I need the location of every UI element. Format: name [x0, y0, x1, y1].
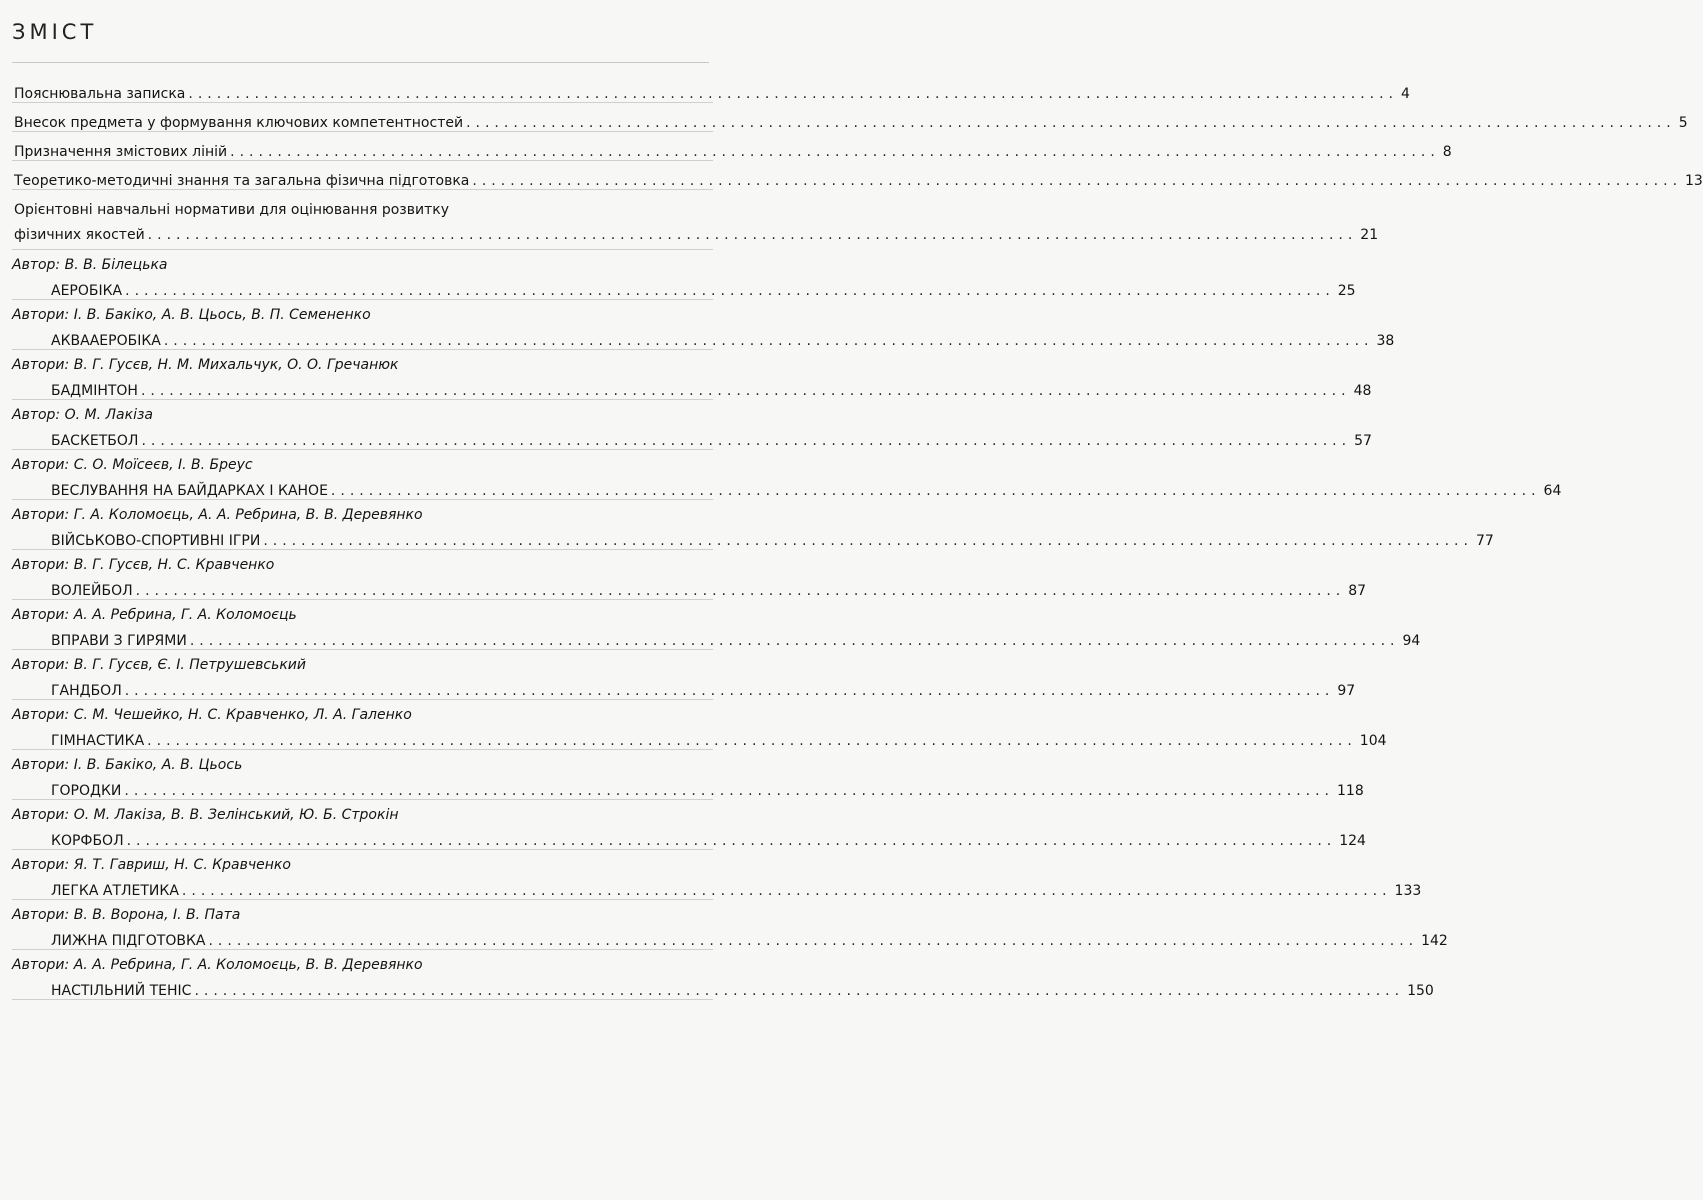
dot-leader: ................................................................................................................................: [208, 933, 1419, 949]
author-names: І. В. Бакіко, А. В. Цьось: [73, 757, 243, 773]
author-line: [0, 950, 725, 973]
author-names: О. М. Лакіза, В. В. Зелінський, Ю. Б. Строкін: [73, 807, 399, 823]
author-label: Автори:: [12, 357, 70, 373]
author-names: Г. А. Коломоєць, А. А. Ребрина, В. В. Деревянко: [73, 507, 423, 523]
section-title-line: [0, 323, 1395, 349]
section-title-line: [0, 723, 1387, 749]
section-title: ВЕСЛУВАННЯ НА БАЙДАРКАХ І КАНОЕ: [51, 483, 328, 499]
author-label: Автори:: [12, 757, 70, 773]
dot-leader: ................................................................................................................................: [141, 433, 1352, 449]
section-title-line: [0, 573, 1367, 599]
toc-page-number: 94: [1402, 633, 1421, 649]
toc-page-number: 104: [1359, 733, 1387, 749]
toc-entry-title: Внесок предмета у формування ключових компетентностей: [14, 115, 464, 131]
toc-page-number: 5: [1678, 115, 1688, 131]
section-title-line: [0, 773, 1364, 799]
toc-page-number: 64: [1543, 483, 1562, 499]
author-label: Автори:: [12, 907, 70, 923]
toc-page-number: 133: [1394, 883, 1422, 899]
toc-entry: [0, 74, 1410, 102]
dot-leader: ................................................................................................................................: [147, 227, 1358, 243]
dot-leader: ................................................................................................................................: [126, 833, 1337, 849]
dot-leader: ................................................................................................................................: [147, 733, 1357, 749]
section-title: АЕРОБІКА: [51, 283, 123, 299]
section-title: ВОЛЕЙБОЛ: [51, 583, 133, 599]
dot-leader: ................................................................................................................................: [125, 283, 1335, 299]
section-title-line: [0, 473, 1562, 499]
author-label: Автори:: [12, 857, 70, 873]
author-line: [0, 400, 725, 423]
toc-section-entry: [0, 500, 1494, 549]
section-title-line: [0, 873, 1422, 899]
dot-leader: ................................................................................................................................: [263, 533, 1473, 549]
author-line: [0, 550, 725, 573]
author-names: В. Г. Гусєв, Н. М. Михальчук, О. О. Гречанюк: [73, 357, 399, 373]
section-title-line: [0, 523, 1494, 549]
toc-entry-title: Теоретико-методичні знання та загальна фізична підготовка: [14, 173, 470, 189]
author-label: Автори:: [12, 657, 70, 673]
section-title: КОРФБОЛ: [51, 833, 124, 849]
dot-leader: ................................................................................................................................: [163, 333, 1374, 349]
toc-page-number: 142: [1421, 933, 1448, 949]
toc-page-number: 57: [1354, 433, 1372, 449]
author-label: Автори:: [12, 507, 70, 523]
toc-entry-line2: [0, 218, 1379, 243]
author-names: С. О. Моїсеєв, І. В. Бреус: [73, 457, 253, 473]
dot-leader: ................................................................................................................................: [135, 583, 1346, 599]
author-line: [0, 250, 725, 273]
author-line: [0, 450, 725, 473]
toc-page-number: 124: [1339, 833, 1366, 849]
toc-section-entry: [0, 750, 1364, 799]
toc-section-entry: [0, 650, 1356, 699]
author-names: А. А. Ребрина, Г. А. Коломоєць: [73, 607, 297, 623]
author-label: Автор:: [12, 407, 61, 423]
section-title-line: [0, 973, 1434, 999]
toc-page-number: 8: [1442, 144, 1452, 160]
author-line: [0, 750, 725, 773]
dot-leader: ................................................................................................................................: [124, 683, 1335, 699]
section-title: АКВААЕРОБІКА: [51, 333, 161, 349]
toc-entry-line: [0, 74, 1410, 102]
author-names: В. В. Білецька: [64, 257, 168, 273]
toc-section-entry: [0, 600, 1421, 649]
author-line: [0, 600, 725, 623]
toc-page-number: 48: [1353, 383, 1372, 399]
section-title: НАСТІЛЬНИЙ ТЕНІС: [51, 983, 192, 999]
toc-section-entry: [0, 400, 1372, 449]
toc-page-number: 118: [1337, 783, 1364, 799]
toc-page-number: 4: [1401, 86, 1410, 102]
author-label: Автори:: [12, 807, 70, 823]
top-entries: [0, 74, 1703, 190]
toc-entry-title: Орієнтовні навчальні нормативи для оцінювання розвитку: [14, 202, 449, 218]
author-line: [0, 700, 725, 723]
toc-entry: [0, 190, 1379, 249]
toc-page-number: 77: [1475, 533, 1494, 549]
author-label: Автори:: [12, 557, 70, 573]
author-names: О. М. Лакіза: [64, 407, 153, 423]
section-title: ГОРОДКИ: [51, 783, 122, 799]
page-title: ЗМІСТ: [12, 20, 98, 44]
author-line: [0, 300, 725, 323]
toc-page-number: 87: [1348, 583, 1367, 599]
toc-section-entry: [0, 300, 1395, 349]
section-title-line: [0, 373, 1372, 399]
section-title: ВПРАВИ З ГИРЯМИ: [51, 633, 187, 649]
toc-entry: [0, 103, 1688, 131]
author-names: І. В. Бакіко, А. В. Цьось, В. П. Семененко: [73, 307, 371, 323]
dot-leader: ................................................................................................................................: [230, 144, 1440, 160]
author-names: В. В. Ворона, І. В. Пата: [73, 907, 241, 923]
section-title: ГІМНАСТИКА: [51, 733, 145, 749]
toc-section-entry: [0, 550, 1367, 599]
toc-entry-line1: [0, 190, 725, 218]
toc-entry-title: Пояснювальна записка: [14, 86, 186, 102]
toc-section-entry: [0, 450, 1562, 499]
author-label: Автори:: [12, 707, 70, 723]
section-title: БАСКЕТБОЛ: [51, 433, 139, 449]
dot-leader: ................................................................................................................................: [181, 883, 1392, 899]
toc-entry-title-cont: фізичних якостей: [14, 227, 145, 243]
toc-section-entry: [0, 850, 1422, 899]
toc-page-number: 21: [1360, 227, 1379, 243]
section-title-line: [0, 623, 1421, 649]
author-line: [0, 850, 725, 873]
toc-section-entry: [0, 900, 1448, 949]
author-line: [0, 650, 725, 673]
author-names: С. М. Чешейко, Н. С. Кравченко, Л. А. Галенко: [73, 707, 412, 723]
author-names: В. Г. Гусєв, Є. І. Петрушевський: [73, 657, 306, 673]
title-divider: [12, 62, 709, 63]
toc-section-entry: [0, 800, 1366, 849]
toc-page-number: 38: [1376, 333, 1395, 349]
author-label: Автор:: [12, 257, 61, 273]
section-title-line: [0, 423, 1372, 449]
section-title-line: [0, 273, 1356, 299]
dot-leader: ................................................................................................................................: [140, 383, 1351, 399]
section-title-line: [0, 923, 1448, 949]
author-label: Автори:: [12, 957, 70, 973]
section-title: ГАНДБОЛ: [51, 683, 122, 699]
section-title: ВІЙСЬКОВО-СПОРТИВНІ ІГРИ: [51, 533, 261, 549]
dot-leader: ................................................................................................................................: [472, 173, 1683, 189]
section-title-line: [0, 823, 1366, 849]
toc-entry-line: [0, 161, 1703, 189]
author-line: [0, 350, 725, 373]
toc-entry-line: [0, 132, 1452, 160]
toc-page-number: 150: [1407, 983, 1434, 999]
author-label: Автори:: [12, 457, 70, 473]
author-line: [0, 500, 725, 523]
toc-section-entry: [0, 700, 1387, 749]
author-line: [0, 900, 725, 923]
section-title: БАДМІНТОН: [51, 383, 138, 399]
section-title: ЛИЖНА ПІДГОТОВКА: [51, 933, 206, 949]
author-label: Автори:: [12, 607, 70, 623]
toc-section-entry: [0, 250, 1356, 299]
author-names: Я. Т. Гавриш, Н. С. Кравченко: [73, 857, 291, 873]
section-entries: [0, 250, 1562, 1000]
section-title: ЛЕГКА АТЛЕТИКА: [51, 883, 179, 899]
toc-section-entry: [0, 950, 1434, 999]
author-names: А. А. Ребрина, Г. А. Коломоєць, В. В. Деревянко: [73, 957, 423, 973]
toc-section-entry: [0, 350, 1372, 399]
toc-entry-line: [0, 103, 1688, 131]
section-title-line: [0, 673, 1356, 699]
table-of-contents: [0, 74, 1703, 1000]
toc-page-number: 25: [1337, 283, 1356, 299]
dot-leader: ................................................................................................................................: [188, 86, 1398, 102]
dot-leader: ................................................................................................................................: [330, 483, 1541, 499]
dot-leader: ................................................................................................................................: [466, 115, 1676, 131]
author-line: [0, 800, 725, 823]
dot-leader: ................................................................................................................................: [189, 633, 1400, 649]
toc-entry-title: Призначення змістових ліній: [14, 144, 228, 160]
author-names: В. Г. Гусєв, Н. С. Кравченко: [73, 557, 275, 573]
dot-leader: ................................................................................................................................: [124, 783, 1334, 799]
toc-page-number: 97: [1337, 683, 1356, 699]
entry-divider: [12, 999, 713, 1000]
dot-leader: ................................................................................................................................: [194, 983, 1405, 999]
toc-page-number: 13: [1685, 173, 1703, 189]
author-label: Автори:: [12, 307, 70, 323]
toc-entry: [0, 161, 1703, 189]
toc-entry: [0, 132, 1452, 160]
